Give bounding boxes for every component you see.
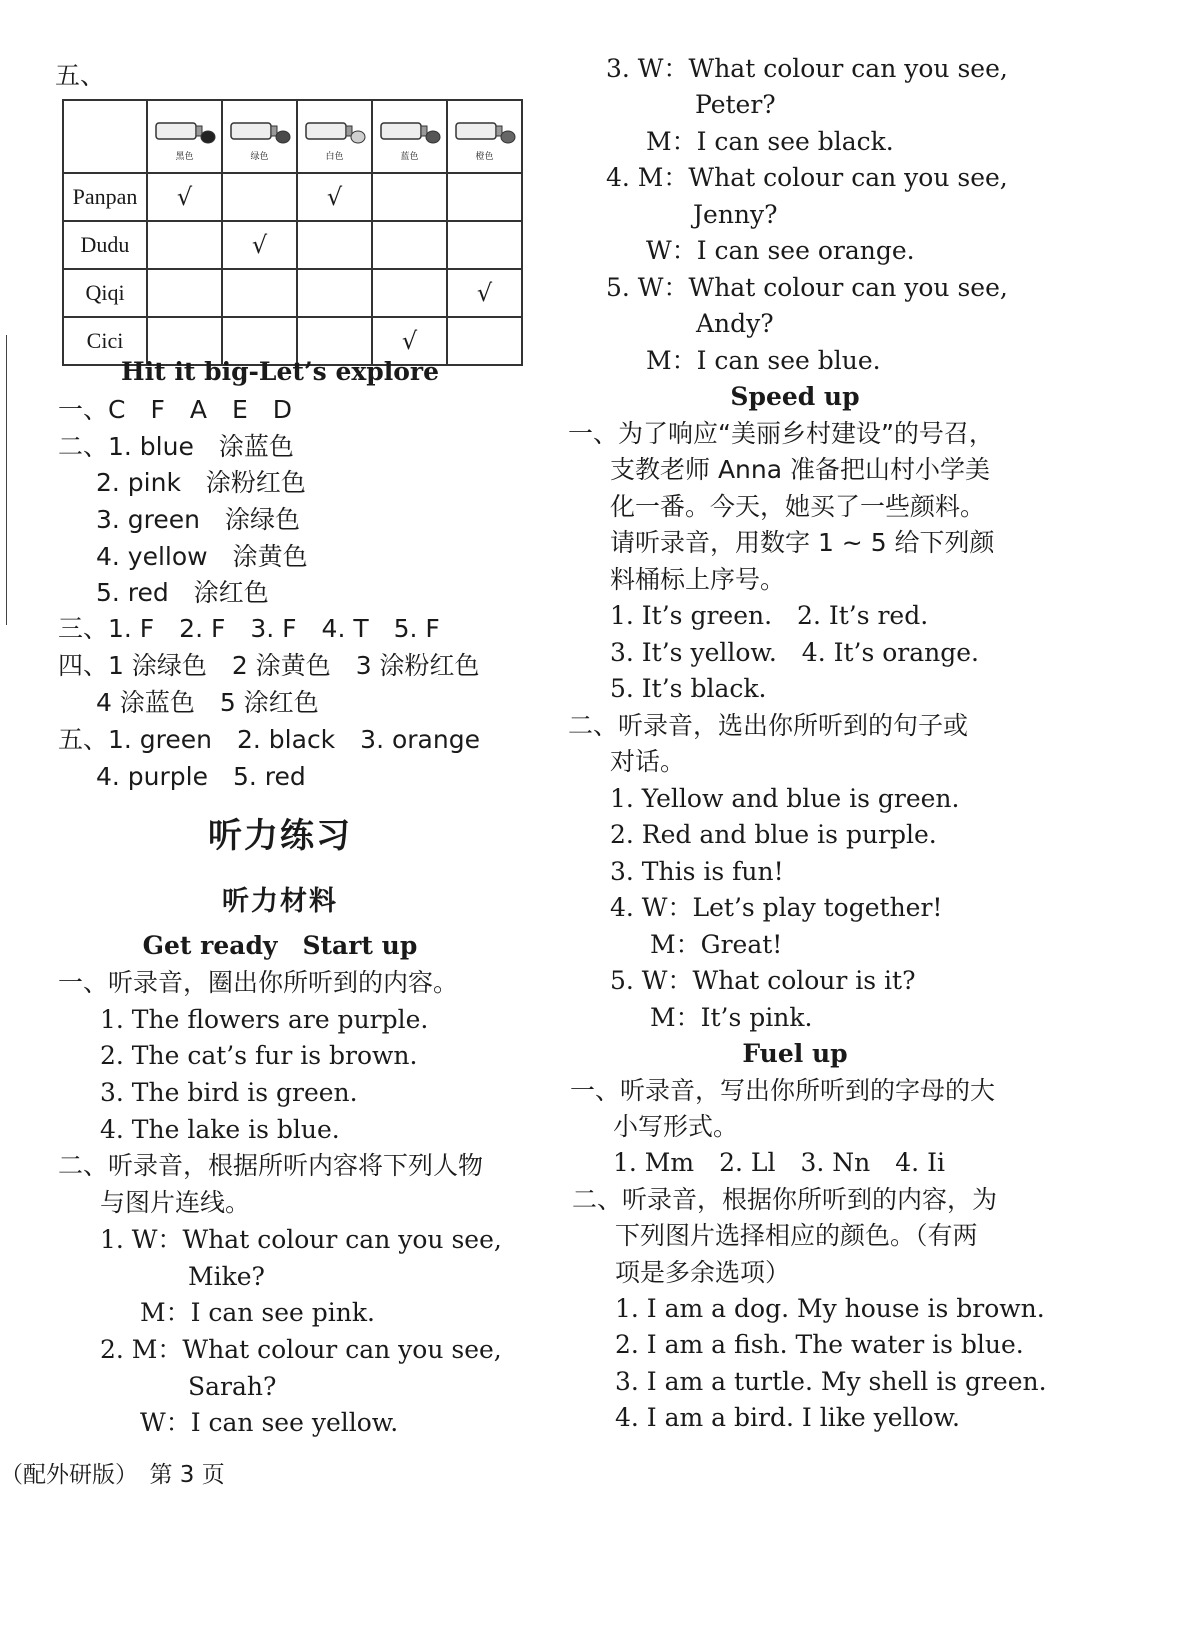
check-cell — [222, 173, 297, 221]
dialog-line: 5. W：What colour can you see, — [606, 273, 1008, 302]
su-question-2-cont: 对话。 — [610, 747, 686, 776]
dialog-line: Jenny? — [693, 200, 778, 229]
fu-question-2-cont: 下列图片选择相应的颜色。（有两 — [615, 1221, 978, 1250]
answer-line: 4. purple 5. red — [96, 762, 306, 791]
paint-tube-header — [147, 100, 222, 173]
get-ready-title: Get ready Start up — [142, 931, 418, 960]
dialog-line: 2. M：What colour can you see, — [100, 1335, 502, 1364]
su-question-1-cont: 化一番。今天，她买了一些颜料。 — [610, 492, 986, 521]
fuel-up-title: Fuel up — [742, 1039, 848, 1068]
paint-tube-header — [222, 100, 297, 173]
dialog-line: 3. W：What colour can you see, — [606, 54, 1008, 83]
su-q2-item: 3. This is fun! — [610, 857, 784, 886]
answer-line: 3. green 涂绿色 — [96, 505, 301, 534]
su-q2-item: 4. W：Let’s play together! — [610, 893, 943, 922]
check-cell: √ — [447, 269, 522, 317]
su-q1-item: 3. It’s yellow. 4. It’s orange. — [610, 638, 979, 667]
row-name: Panpan — [63, 173, 147, 221]
answer-line: 一、C F A E D — [58, 395, 292, 424]
dialog-line: Peter? — [695, 90, 776, 119]
row-name: Dudu — [63, 221, 147, 269]
check-cell — [297, 221, 372, 269]
check-cell: √ — [297, 173, 372, 221]
dialog-line: M：I can see pink. — [140, 1298, 375, 1327]
row-name: Qiqi — [63, 269, 147, 317]
su-question-1: 一、为了响应“美丽乡村建设”的号召， — [568, 419, 994, 448]
tube-label: 黑色 — [175, 152, 194, 162]
answer-line: 4 涂蓝色 5 涂红色 — [96, 688, 319, 717]
dialog-line: Andy? — [696, 309, 774, 338]
su-q2-item: 2. Red and blue is purple. — [610, 820, 937, 849]
dialog-line: Mike? — [188, 1262, 265, 1291]
check-cell — [372, 269, 447, 317]
su-question-2: 二、听录音，选出你所听到的句子或 — [568, 711, 969, 740]
tube-label: 绿色 — [250, 152, 269, 162]
check-cell — [447, 173, 522, 221]
page-edge-rule — [0, 335, 7, 625]
tube-label: 蓝色 — [400, 152, 419, 162]
listening-practice-title: 听力练习 — [208, 816, 352, 856]
dialog-line: W：I can see yellow. — [140, 1408, 399, 1437]
paint-tube-header — [372, 100, 447, 173]
answer-line: 2. pink 涂粉红色 — [96, 468, 306, 497]
su-q1-item: 1. It’s green. 2. It’s red. — [610, 601, 929, 630]
dialog-line: 1. W：What colour can you see, — [100, 1225, 502, 1254]
answer-line: 三、1. F 2. F 3. F 4. T 5. F — [58, 614, 440, 643]
fu-q2-item: 2. I am a fish. The water is blue. — [615, 1330, 1024, 1359]
su-question-1-cont: 料桶标上序号。 — [610, 565, 786, 594]
table-row — [63, 269, 522, 317]
question-2: 二、听录音，根据所听内容将下列人物 — [58, 1151, 484, 1180]
row-name: Cici — [63, 317, 147, 365]
check-cell — [147, 269, 222, 317]
fu-q2-item: 1. I am a dog. My house is brown. — [615, 1294, 1045, 1323]
table-row — [63, 221, 522, 269]
fu-q2-item: 4. I am a bird. I like yellow. — [615, 1403, 960, 1432]
answer-line: 五、1. green 2. black 3. orange — [58, 725, 480, 754]
fu-question-1-cont: 小写形式。 — [613, 1112, 739, 1141]
answer-line: 四、1 涂绿色 2 涂黄色 3 涂粉红色 — [58, 651, 480, 680]
speed-up-title: Speed up — [730, 382, 860, 411]
q1-item: 1. The flowers are purple. — [100, 1005, 429, 1034]
su-question-1-cont: 请听录音，用数字 1 ~ 5 给下列颜 — [610, 528, 995, 557]
su-q1-item: 5. It’s black. — [610, 674, 767, 703]
table-corner-cell — [63, 100, 147, 173]
hit-it-big-title: Hit it big-Let’s explore — [120, 357, 439, 386]
check-cell: √ — [222, 221, 297, 269]
table-row — [63, 173, 522, 221]
tube-label: 橙色 — [475, 152, 494, 162]
fu-question-2-cont: 项是多余选项） — [615, 1258, 791, 1287]
question-1: 一、听录音，圈出你所听到的内容。 — [58, 968, 459, 997]
q1-item: 4. The lake is blue. — [100, 1115, 340, 1144]
question-2-cont: 与图片连线。 — [100, 1188, 251, 1217]
dialog-line: M：I can see black. — [646, 127, 894, 156]
answer-line: 二、1. blue 涂蓝色 — [58, 432, 294, 461]
su-q2-item: 5. W：What colour is it? — [610, 966, 916, 995]
color-answer-table — [62, 99, 523, 366]
check-cell — [222, 269, 297, 317]
listening-material-title: 听力材料 — [222, 886, 338, 917]
dialog-line: M：I can see blue. — [646, 346, 881, 375]
tube-label: 白色 — [325, 152, 344, 162]
answer-line: 4. yellow 涂黄色 — [96, 542, 308, 571]
check-cell — [447, 221, 522, 269]
q1-item: 3. The bird is green. — [100, 1078, 358, 1107]
check-cell — [297, 269, 372, 317]
dialog-line: 4. M：What colour can you see, — [606, 163, 1008, 192]
answer-line: 5. red 涂红色 — [96, 578, 269, 607]
q1-item: 2. The cat’s fur is brown. — [100, 1041, 418, 1070]
check-cell — [372, 221, 447, 269]
page-footer: （配外研版） 第 3 页 — [0, 1462, 225, 1488]
fu-q2-item: 3. I am a turtle. My shell is green. — [615, 1367, 1047, 1396]
fu-question-2: 二、听录音，根据你所听到的内容，为 — [572, 1185, 998, 1214]
check-cell — [372, 173, 447, 221]
su-q2-item: 1. Yellow and blue is green. — [610, 784, 960, 813]
paint-tube-header — [297, 100, 372, 173]
table-header-row — [63, 100, 522, 173]
fu-q1-items: 1. Mm 2. Ll 3. Nn 4. Ii — [613, 1148, 945, 1177]
su-q2-item: M：It’s pink. — [650, 1003, 813, 1032]
su-question-1-cont: 支教老师 Anna 准备把山村小学美 — [610, 455, 991, 484]
check-cell: √ — [372, 317, 447, 365]
check-cell: √ — [147, 173, 222, 221]
su-q2-item: M：Great! — [650, 930, 783, 959]
paint-tube-header — [447, 100, 522, 173]
check-cell — [147, 221, 222, 269]
fu-question-1: 一、听录音，写出你所听到的字母的大 — [570, 1076, 996, 1105]
dialog-line: Sarah? — [188, 1372, 277, 1401]
dialog-line: W：I can see orange. — [646, 236, 915, 265]
section-5-label: 五、 — [55, 61, 106, 90]
